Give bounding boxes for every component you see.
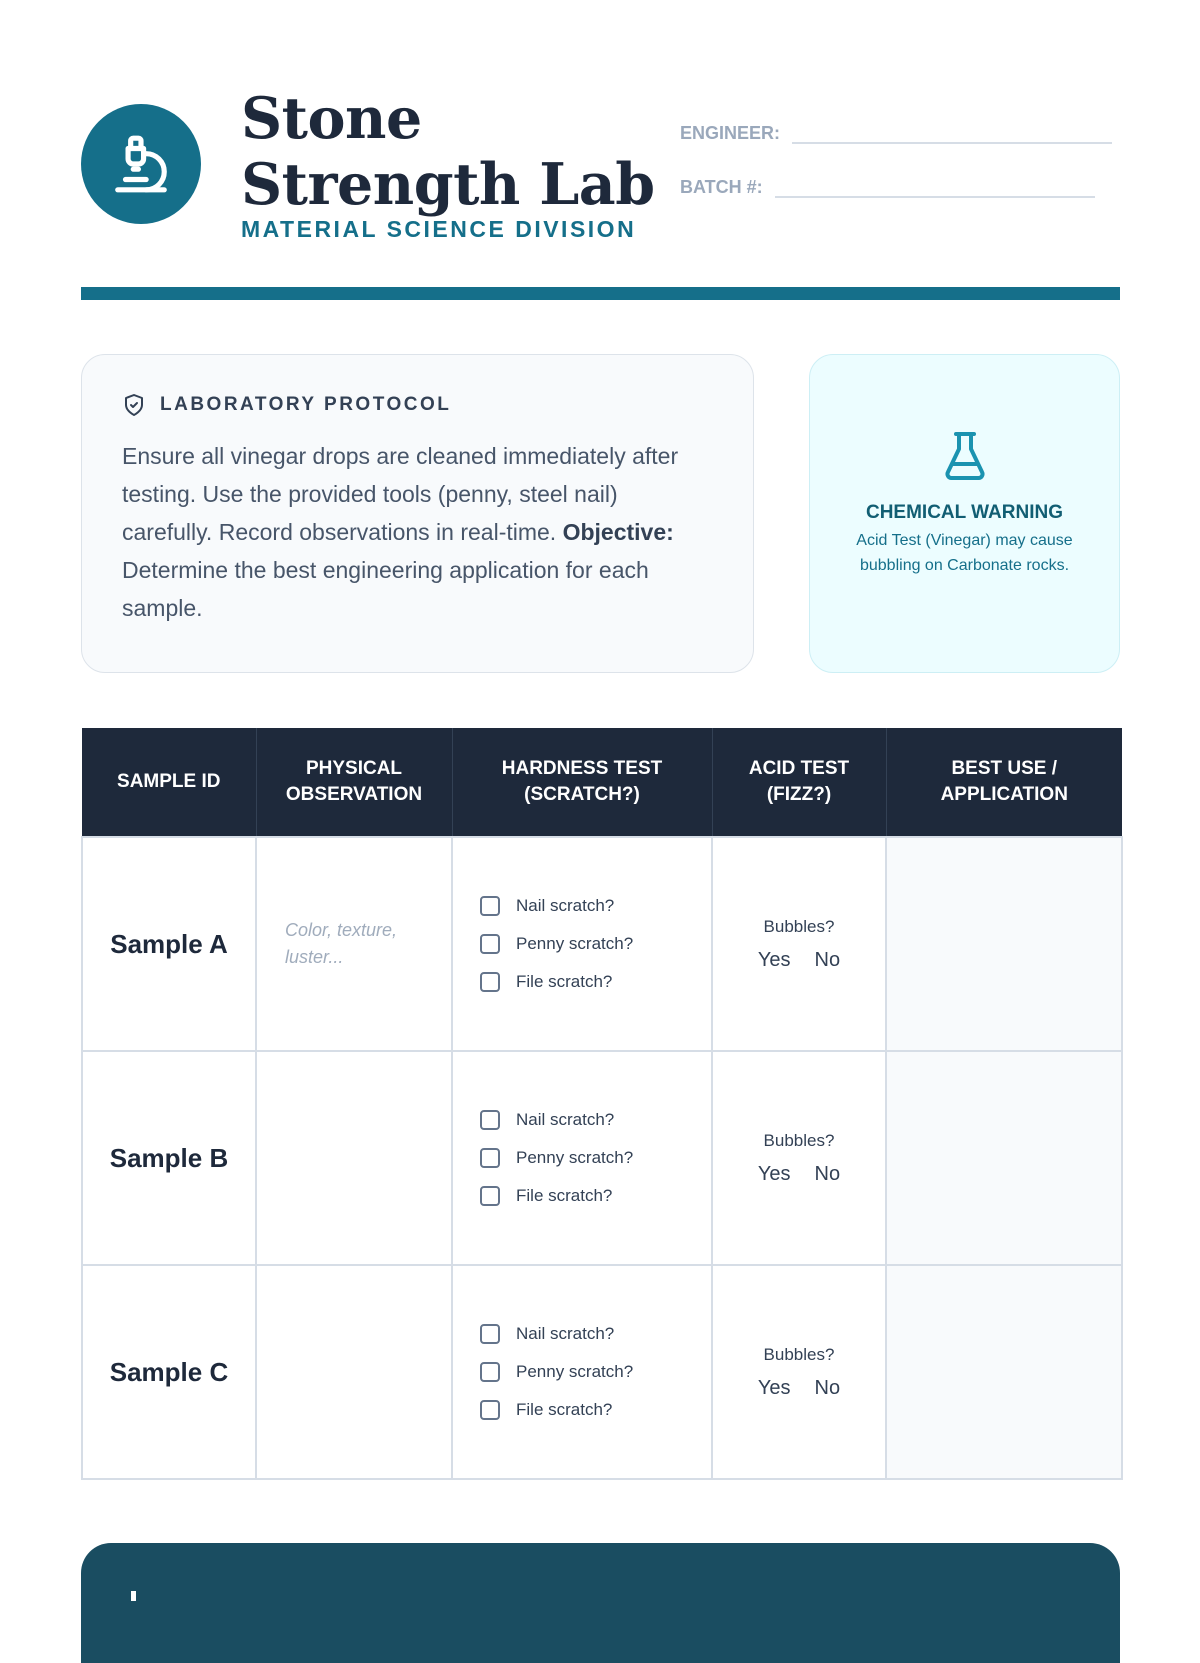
shield-check-icon — [122, 393, 146, 417]
checkbox-label: Nail scratch? — [516, 896, 615, 915]
file-scratch-checkbox[interactable] — [480, 963, 710, 1001]
yes-option[interactable]: Yes — [757, 948, 791, 971]
checkbox-box[interactable] — [480, 934, 500, 954]
header-hardness-test: HARDNESS TEST (SCRATCH?) — [452, 728, 712, 837]
checkbox-label: File scratch? — [516, 1400, 613, 1419]
checkbox-box[interactable] — [480, 1186, 500, 1206]
sample-id-cell: Sample A — [82, 837, 256, 1051]
logo-badge — [81, 104, 201, 224]
engineer-input-line[interactable] — [792, 116, 1112, 144]
protocol-text: Ensure all vinegar drops are cleaned immediately after testing. Use the provided tools (penny, steel nail) carefully. Record observations in real-time. — [122, 443, 679, 545]
checkbox-label: Nail scratch? — [516, 1110, 615, 1129]
yes-no-options — [714, 949, 884, 972]
checkbox-label: Penny scratch? — [516, 1148, 634, 1167]
nail-scratch-checkbox[interactable] — [480, 887, 710, 925]
acid-test-cell — [712, 1265, 886, 1479]
observation-cell[interactable] — [256, 1265, 452, 1479]
acid-test-cell — [712, 837, 886, 1051]
header-sample-id: SAMPLE ID — [82, 728, 256, 837]
no-option[interactable]: No — [814, 1162, 841, 1185]
best-use-cell[interactable] — [886, 1265, 1122, 1479]
penny-scratch-checkbox[interactable] — [480, 1139, 710, 1177]
yes-option[interactable]: Yes — [757, 1162, 791, 1185]
file-scratch-checkbox[interactable] — [480, 1177, 710, 1215]
checkbox-label: File scratch? — [516, 1186, 613, 1205]
protocol-heading — [122, 393, 713, 417]
hardness-cell — [452, 1265, 712, 1479]
checkbox-label: File scratch? — [516, 972, 613, 991]
file-scratch-checkbox[interactable] — [480, 1391, 710, 1429]
nail-scratch-checkbox[interactable] — [480, 1315, 710, 1353]
sample-id-cell: Sample C — [82, 1265, 256, 1479]
yes-option[interactable]: Yes — [757, 1376, 791, 1399]
protocol-card — [81, 354, 754, 673]
checkbox-label: Nail scratch? — [516, 1324, 615, 1343]
protocol-heading-text: LABORATORY PROTOCOL — [160, 394, 452, 415]
best-use-cell[interactable] — [886, 1051, 1122, 1265]
nail-scratch-checkbox[interactable] — [480, 1101, 710, 1139]
checkbox-box[interactable] — [480, 1110, 500, 1130]
checkbox-label: Penny scratch? — [516, 1362, 634, 1381]
penny-scratch-checkbox[interactable] — [480, 1353, 710, 1391]
hardness-cell — [452, 1051, 712, 1265]
no-option[interactable]: No — [814, 948, 841, 971]
division-subtitle: MATERIAL SCIENCE DIVISION — [241, 216, 637, 242]
best-use-cell[interactable] — [886, 837, 1122, 1051]
footer-panel — [81, 1543, 1120, 1663]
table-row — [82, 1265, 1122, 1479]
header-physical-observation: PHYSICAL OBSERVATION — [256, 728, 452, 837]
engineer-label: ENGINEER: — [680, 123, 781, 143]
hardness-cell — [452, 837, 712, 1051]
page-title: Stone Strength Lab — [241, 85, 655, 218]
objective-label: Objective: — [562, 519, 674, 545]
checkbox-box[interactable] — [480, 1362, 500, 1382]
header-acid-test: ACID TEST (FIZZ?) — [712, 728, 886, 837]
microscope-icon — [110, 133, 172, 195]
checkbox-box[interactable] — [480, 896, 500, 916]
header-best-use: BEST USE / APPLICATION — [886, 728, 1122, 837]
no-option[interactable]: No — [814, 1376, 841, 1399]
warning-title: CHEMICAL WARNING — [865, 502, 1064, 523]
checkbox-box[interactable] — [480, 1400, 500, 1420]
protocol-body — [122, 437, 713, 627]
chemical-warning-card — [809, 354, 1120, 673]
penny-scratch-checkbox[interactable] — [480, 925, 710, 963]
checkbox-box[interactable] — [480, 972, 500, 992]
checkbox-box[interactable] — [480, 1148, 500, 1168]
acid-test-cell — [712, 1051, 886, 1265]
batch-field — [680, 170, 1095, 198]
engineer-field — [680, 116, 1112, 144]
bubbles-prompt: Bubbles? — [763, 1130, 835, 1150]
flask-icon — [941, 429, 989, 483]
batch-label: BATCH #: — [680, 177, 763, 197]
bubbles-prompt: Bubbles? — [763, 916, 835, 936]
header — [81, 86, 1120, 302]
table-header-row — [82, 728, 1122, 837]
yes-no-options — [714, 1377, 884, 1400]
observation-cell[interactable] — [256, 1051, 452, 1265]
checkbox-box[interactable] — [480, 1324, 500, 1344]
observation-cell[interactable]: Color, texture, luster... — [256, 837, 452, 1051]
objective-text: Determine the best engineering application for each sample. — [122, 557, 649, 621]
sample-table — [81, 728, 1123, 1480]
batch-input-line[interactable] — [775, 170, 1095, 198]
table-row — [82, 837, 1122, 1051]
bubbles-prompt: Bubbles? — [763, 1344, 835, 1364]
header-divider — [81, 287, 1120, 300]
yes-no-options — [714, 1163, 884, 1186]
warning-text: Acid Test (Vinegar) may cause bubbling on Carbonate rocks. — [856, 532, 1073, 574]
sample-id-cell: Sample B — [82, 1051, 256, 1265]
table-row — [82, 1051, 1122, 1265]
checkbox-label: Penny scratch? — [516, 934, 634, 953]
